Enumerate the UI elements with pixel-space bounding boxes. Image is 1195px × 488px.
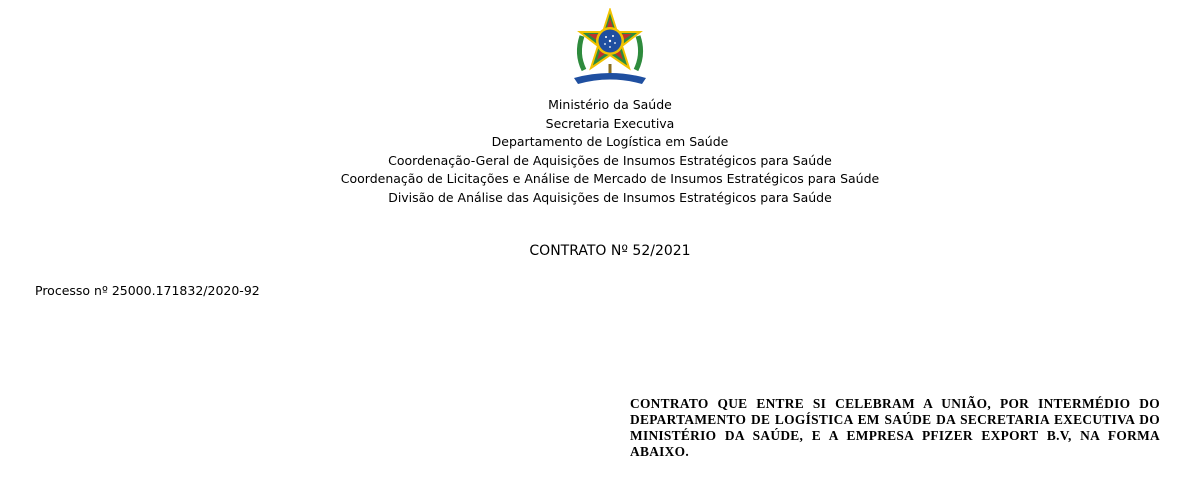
header-line-ministry: Ministério da Saúde <box>548 97 672 112</box>
organization-header <box>0 96 1195 208</box>
header-line-general-coordination: Coordenação-Geral de Aquisições de Insumos Estratégicos para Saúde <box>388 152 832 168</box>
contract-summary: CONTRATO QUE ENTRE SI CELEBRAM A UNIÃO, POR INTERMÉDIO DO DEPARTAMENTO DE LOGÍSTICA EM SAÚDE DA SECRETARIA EXECUTIVA DO MINISTÉRIO DA SAÚDE, E A EMPRESA PFIZER EXPORT B.V, NA FORMA ABAIXO. <box>630 396 1160 459</box>
header-line-bidding-coordination: Coordenação de Licitações e Análise de Mercado de Insumos Estratégicos para Saúde <box>340 171 880 187</box>
header-line-secretariat: Secretaria Executiva <box>545 115 675 131</box>
process-number: Processo nº 25000.171832/2020-92 <box>35 283 260 298</box>
header-line-division: Divisão de Análise das Aquisições de Insumos Estratégicos para Saúde <box>388 189 832 205</box>
contract-number: CONTRATO Nº 52/2021 <box>529 243 691 259</box>
header-line-department: Departamento de Logística em Saúde <box>491 134 729 150</box>
brazil-coat-of-arms-icon <box>570 8 650 88</box>
